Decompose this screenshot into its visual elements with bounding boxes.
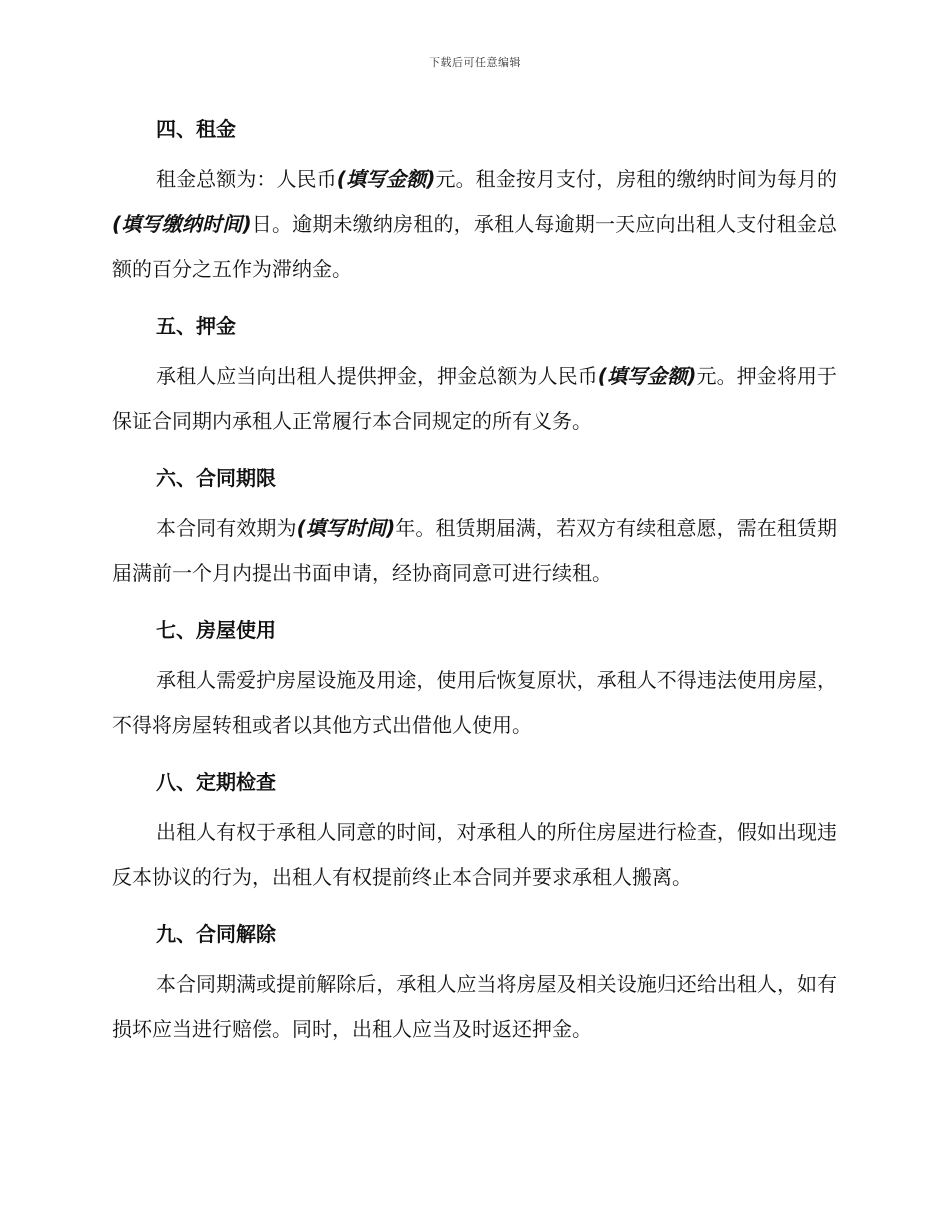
section-usage: [112, 613, 837, 748]
paragraph-text: 本合同有效期为: [156, 516, 297, 540]
section-paragraph: [112, 962, 837, 1052]
section-heading: 五、押金: [156, 314, 236, 338]
section-heading: 九、合同解除: [156, 922, 276, 946]
section-paragraph: [112, 354, 837, 444]
section-paragraph: [112, 810, 837, 900]
section-term: [112, 461, 837, 596]
section-inspection: [112, 765, 837, 900]
paragraph-text: 承租人应当向出租人提供押金，押金总额为人民币: [156, 364, 598, 388]
placeholder-duration: (填写时间): [296, 516, 396, 540]
paragraph-text: 出租人有权于承租人同意的时间，对承租人的所住房屋进行检查，假如出现违反本协议的行为，出租人有权提前终止本合同并要求承租人搬离。: [112, 820, 837, 889]
paragraph-text: 租金总额为：人民币: [156, 167, 337, 191]
section-heading: 八、定期检查: [156, 770, 276, 794]
section-paragraph: [112, 157, 837, 292]
section-termination: [112, 917, 837, 1052]
paragraph-text: 日。逾期未缴纳房租的，承租人每逾期一天应向出租人支付租金总额的百分之五作为滞纳金。: [112, 212, 838, 281]
paragraph-text: 年。租赁期届满，若双方有续租意愿，需在租赁期届满前一个月内提出书面申请，经协商同意可进行续租。: [112, 516, 838, 585]
placeholder-amount: (填写金额): [336, 167, 436, 191]
paragraph-text: 本合同期满或提前解除后，承租人应当将房屋及相关设施归还给出租人，如有损坏应当进行赔偿。同时，出租人应当及时返还押金。: [112, 972, 837, 1041]
paragraph-text: 元。租金按月支付，房租的缴纳时间为每月的: [435, 167, 838, 191]
section-rent: [112, 112, 837, 292]
paragraph-text: 元。押金将用于保证合同期内承租人正常履行本合同规定的所有义务。: [112, 364, 838, 433]
page-header: 下载后可任意编辑: [429, 56, 521, 69]
section-deposit: [112, 309, 837, 444]
paragraph-text: 承租人需爱护房屋设施及用途，使用后恢复原状，承租人不得违法使用房屋，不得将房屋转租或者以其他方式出借他人使用。: [112, 668, 837, 737]
section-heading: 六、合同期限: [156, 466, 276, 490]
placeholder-amount: (填写金额): [597, 364, 697, 388]
section-heading: 四、租金: [156, 117, 236, 141]
placeholder-payment-time: (填写缴纳时间): [112, 212, 252, 236]
section-heading: 七、房屋使用: [156, 618, 276, 642]
section-paragraph: [112, 658, 837, 748]
section-paragraph: [112, 506, 837, 596]
document-body: [112, 112, 837, 1069]
